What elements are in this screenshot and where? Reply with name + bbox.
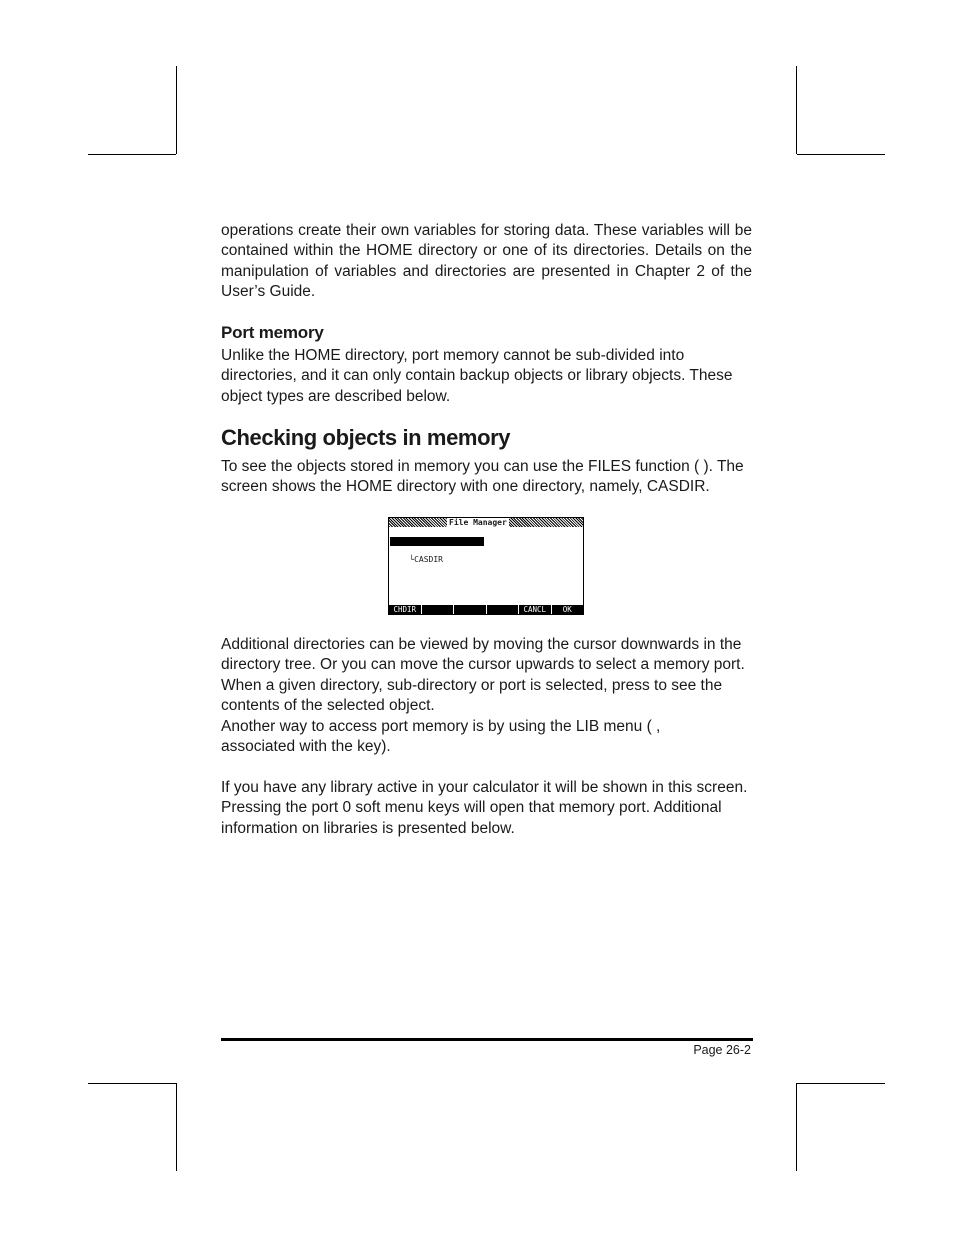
port-memory-paragraph: Unlike the HOME directory, port memory cannot be sub-divided into directories, and it can only contain backup objects or library objects. These object types are described below.: [221, 347, 733, 405]
screen-title: File Manager: [449, 518, 507, 527]
footer-rule: [221, 1038, 753, 1041]
checking-paragraph: To see the objects stored in memory you can use the FILES function ( ). The screen shows the HOME directory with one directory, namely, CASDIR.: [221, 458, 744, 496]
crop-mark: [176, 66, 177, 154]
soft-key-chdir: CHDIR: [389, 605, 421, 614]
library-paragraph: If you have any library active in your calculator it will be shown in this screen. Pressing the port 0 soft menu keys will open that memory port. Additional information on libraries is presented below.: [221, 779, 748, 837]
page-number: Page 26-2: [693, 1043, 751, 1057]
soft-key-cancel: CANCL: [519, 605, 551, 614]
soft-key-ok: OK: [552, 605, 584, 614]
calculator-screen: [388, 517, 584, 615]
section-heading: Checking objects in memory: [221, 425, 511, 450]
crop-mark: [796, 1083, 797, 1171]
soft-key-blank: [487, 605, 519, 614]
crop-mark: [88, 154, 176, 155]
screen-title-bar: [389, 518, 583, 527]
intro-paragraph: operations create their own variables for storing data. These variables will be contained within the HOME directory or one of its directories. Details on the manipulation of variables and directories are presented in Chapter 2 of the User’s Guide.: [221, 222, 752, 301]
port-memory-heading: Port memory: [221, 323, 324, 342]
soft-key-blank: [454, 605, 486, 614]
crop-mark: [796, 66, 797, 154]
list-item: [390, 528, 438, 537]
soft-menu-bar: [389, 605, 583, 614]
crop-mark: [797, 154, 885, 155]
soft-key-blank: [422, 605, 454, 614]
list-item-selected: HOME 80KB: [390, 537, 484, 546]
list-item: └CASDIR: [409, 555, 443, 564]
directories-paragraph: Additional directories can be viewed by moving the cursor downwards in the directory tree. Or you can move the cursor upwards to select a memory port. When a given directory, sub-directory or port is selected, press to see the contents of the selected object.: [221, 636, 745, 715]
crop-mark: [176, 1083, 177, 1171]
crop-mark: [797, 1083, 885, 1084]
lib-menu-paragraph: Another way to access port memory is by using the LIB menu ( , associated with the key).: [221, 718, 661, 756]
crop-mark: [88, 1083, 176, 1084]
